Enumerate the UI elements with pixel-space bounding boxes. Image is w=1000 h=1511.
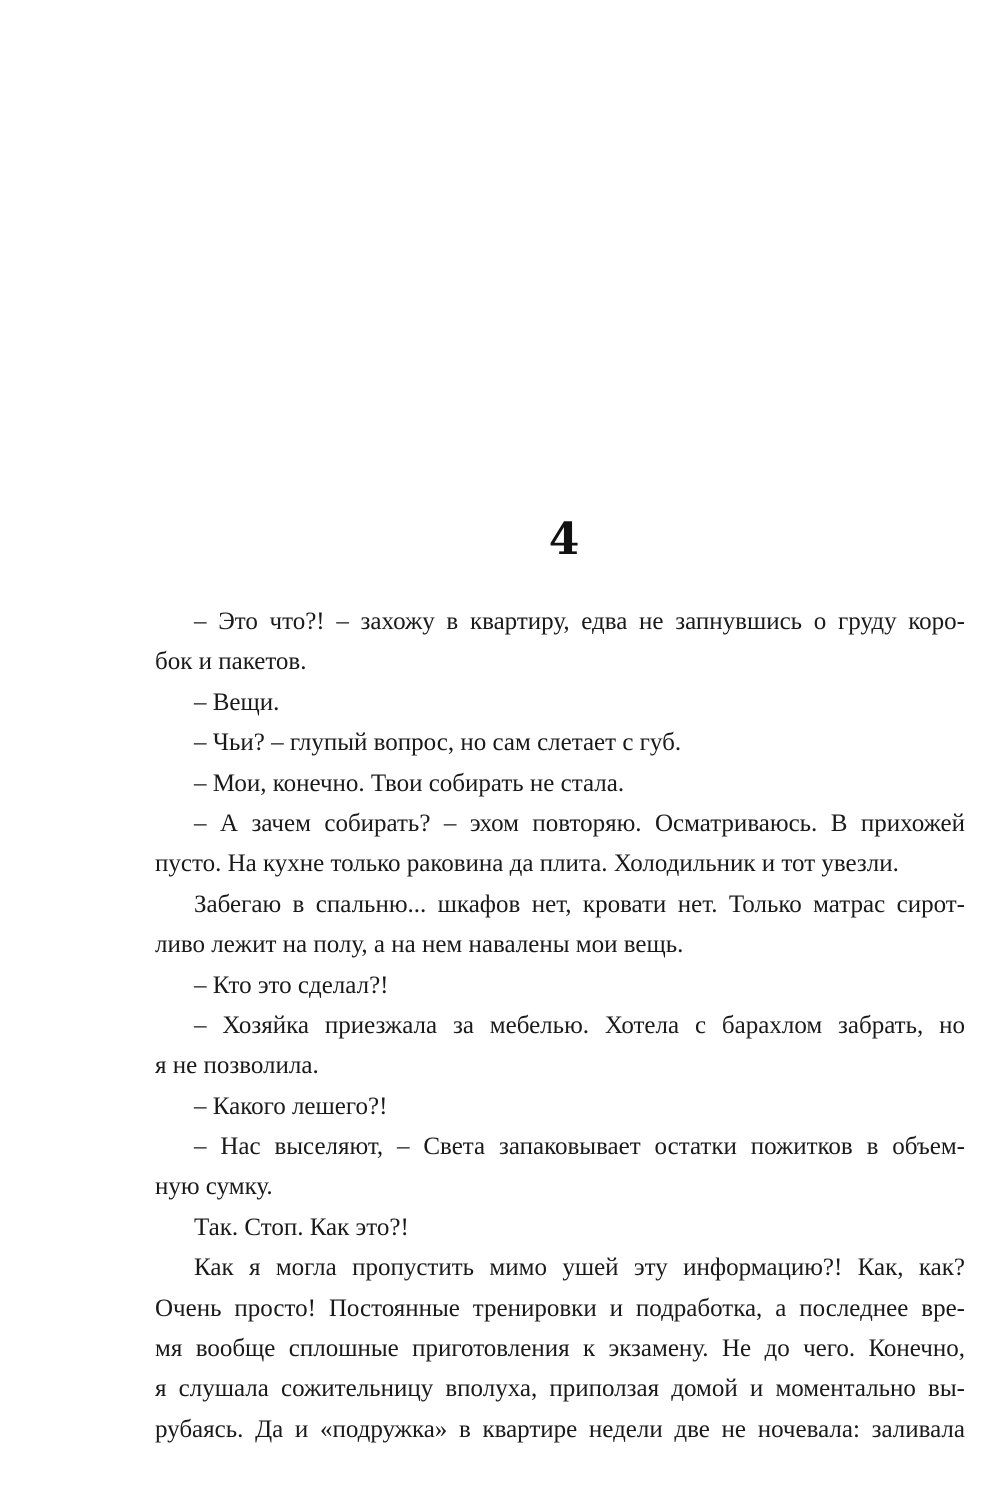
text-line: – Вещи. [194,688,280,716]
text-line: – Хозяйка приезжала за мебелью. Хотела с барахлом забрать, но [194,1011,965,1039]
text-line: Как я могла пропустить мимо ушей эту информацию?! Как, как? [194,1254,965,1282]
text-line: Так. Стоп. Как это?! [194,1213,409,1241]
text-line: – А зачем собирать? – эхом повторяю. Осматриваюсь. В прихожей [194,809,965,837]
text-line: – Мои, конечно. Твои собирать не стала. [194,769,625,797]
text-line: ную сумку. [155,1173,273,1201]
text-line: ливо лежит на полу, а на нем навалены мои вещь. [155,931,684,959]
text-line: – Кто это сделал?! [194,971,389,999]
text-line: Очень просто! Постоянные тренировки и подработка, а последнее вре- [155,1294,965,1322]
text-line: – Какого лешего?! [194,1092,388,1120]
text-line: я не позволила. [155,1052,319,1080]
chapter-text [155,602,965,1450]
text-line: мя вообще сплошные приготовления к экзамену. Не до чего. Конечно, [155,1335,965,1363]
text-line: – Чьи? – глупый вопрос, но сам слетает с губ. [194,729,682,757]
text-line: – Нас выселяют, – Света запаковывает остатки пожитков в объем- [194,1133,965,1161]
text-line: я слушала сожительницу вполуха, приползая домой и моментально вы- [155,1375,965,1403]
text-line: – Это что?! – захожу в квартиру, едва не запнувшись о груду коро- [194,608,965,635]
text-line: Забегаю в спальню... шкафов нет, кровати нет. Только матрас сирот- [194,890,965,918]
chapter-number: 4 [548,514,580,565]
text-line: бок и пакетов. [155,648,307,676]
text-line: пусто. На кухне только раковина да плита. Холодильник и тот увезли. [155,850,899,878]
text-line: рубаясь. Да и «подружка» в квартире недели две не ночевала: заливала [155,1415,965,1443]
